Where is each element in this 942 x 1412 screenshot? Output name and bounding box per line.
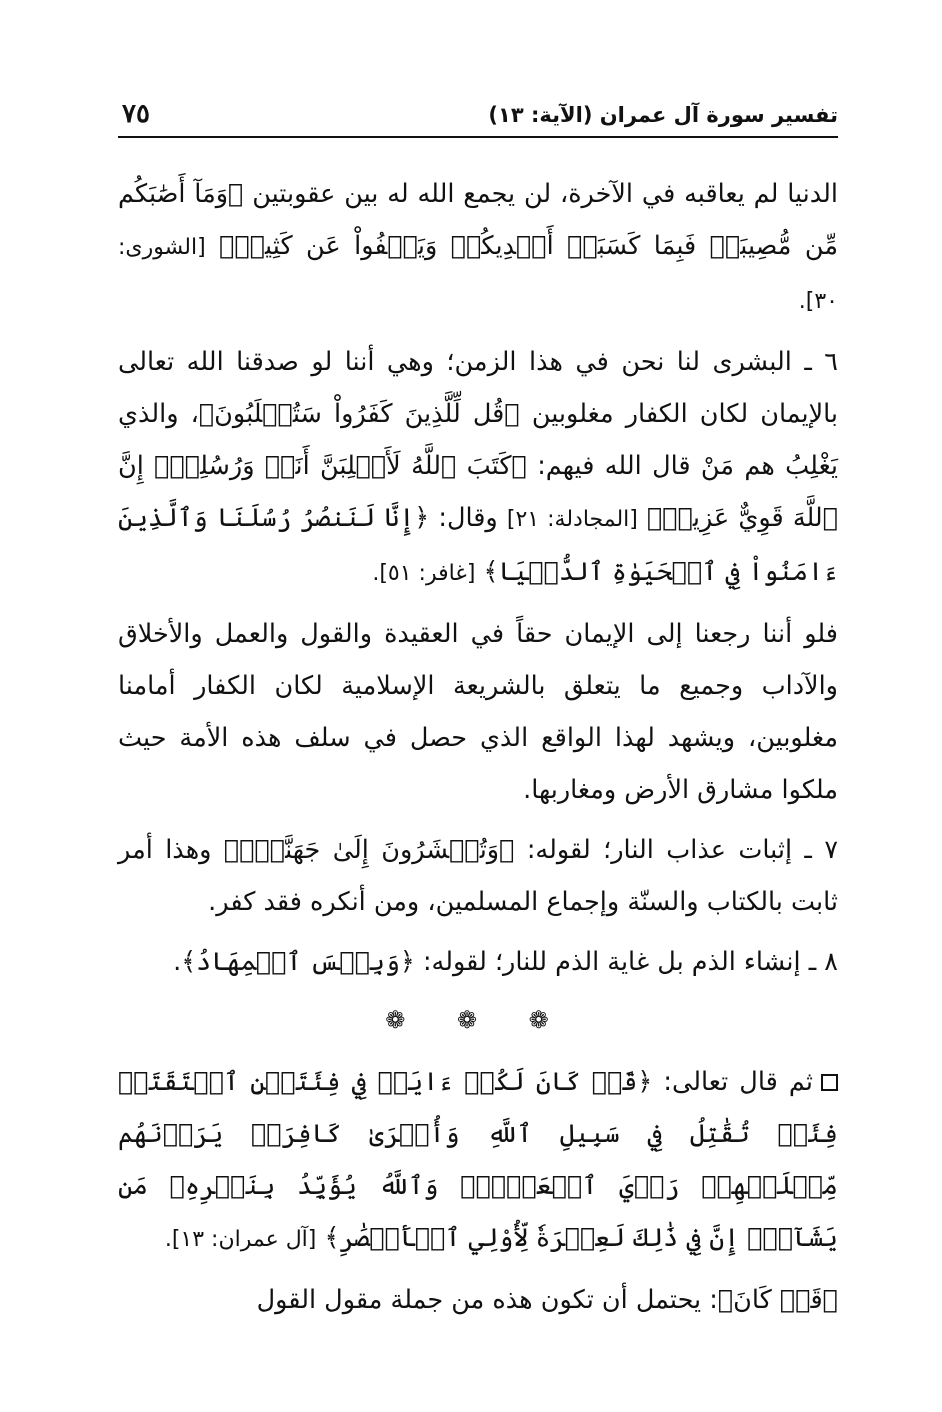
verse-reference: [الشورى: ٣٠].: [118, 235, 838, 314]
quran-verse: ﴿وَتُحۡشَرُونَ إِلَىٰ جَهَنَّمَۖ﴾: [223, 835, 515, 865]
paragraph-4: [118, 824, 838, 928]
verse-reference: [المجادلة: ٢١]: [506, 507, 638, 532]
page-number: ٧٥: [122, 99, 150, 129]
quran-verse: ﴿قَدۡ كَانَ﴾: [717, 1285, 838, 1315]
paragraph-text: فلو أننا رجعنا إلى الإيمان حقاً في العقيدة والقول والعمل والأخلاق والآداب وجميع ما يتعلق بالشريعة الإسلامية لكان الكفار أمامنا مغلوبين، ويشهد لهذا الواقع الذي حصل في سلف هذه الأمة حيث ملكوا مشارق الأرض ومغاربها.: [118, 619, 838, 805]
verse-reference: [غافر: ٥١].: [372, 561, 476, 586]
paragraph-text: ٨ ـ إنشاء الذم بل غاية الذم للنار؛ لقوله:: [422, 947, 838, 977]
paragraph-text: .: [173, 947, 182, 977]
paragraph-2: [118, 336, 838, 600]
paragraph-3: [118, 608, 838, 816]
paragraph-text: : يحتمل أن تكون هذه من جملة مقول القول: [256, 1285, 718, 1315]
body-text: [118, 168, 838, 1326]
paragraph-1: [118, 168, 838, 328]
section-separator: ❁ ❁ ❁: [385, 1006, 571, 1034]
paragraph-text: ، والذي يَغْلِبُ هم مَنْ قال الله فيهم:: [118, 399, 839, 481]
quran-verse: ﴿وَبِئۡسَ ٱلۡمِهَادُ﴾: [181, 947, 415, 977]
paragraph-text: ٧ ـ إثبات عذاب النار؛ لقوله:: [526, 835, 839, 865]
quran-verse: ﴿قُل لِّلَّذِينَ كَفَرُواْ سَتُغۡلَبُونَ﴾: [198, 399, 520, 429]
running-header: [118, 96, 838, 138]
running-title: تفسير سورة آل عمران (الآية: ١٣): [488, 103, 838, 127]
paragraph-text: ثم قال تعالى:: [663, 1067, 813, 1097]
paragraph-text: وهذا أمر ثابت بالكتاب والسنّة وإجماع المسلمين، ومن أنكره فقد كفر.: [118, 835, 838, 917]
paragraph-5: [118, 936, 838, 988]
paragraph-7: [118, 1274, 838, 1326]
book-page: [118, 96, 838, 1386]
paragraph-6: [118, 1056, 838, 1266]
paragraph-text: الدنيا لم يعاقبه في الآخرة، لن يجمع الله له بين عقوبتين: [252, 179, 839, 209]
paragraph-text: وقال:: [438, 503, 498, 533]
quran-verse: ﴿وَمَآ أَصَٰبَكُم مِّن مُّصِيبَةٖ فَبِمَا كَسَبَتۡ أَيۡدِيكُمۡ وَيَعۡفُواْ عَن كَثِيرٖ﴾: [118, 179, 838, 261]
verse-reference: [آل عمران: ١٣].: [164, 1227, 317, 1252]
quran-verse: ﴿كَتَبَ ٱللَّهُ لَأَغۡلِبَنَّ أَنَا۠ وَرُسُلِيٓۚ إِنَّ ٱللَّهَ قَوِيٌّ عَزِيزٞ﴾: [118, 451, 839, 533]
quran-verse: ﴿قَدۡ كَانَ لَكُمۡ ءَايَةٞ فِي فِئَتَيۡنِ ٱلۡتَقَتَاۖ فِئَةٞ تُقَٰتِلُ فِي سَبِيلِ ٱللَّهِ وَأُخۡرَىٰ كَافِرَةٞ يَرَوۡنَهُم مِّثۡلَيۡهِمۡ رَأۡيَ ٱلۡعَيۡنِۚ وَٱللَّهُ يُؤَيِّدُ بِنَصۡرِهِۦ مَن يَشَآءُۚ إِنَّ فِي ذَٰلِكَ لَعِبۡرَةٗ لِّأُوْلِي ٱلۡأَبۡصَٰرِ﴾: [118, 1067, 838, 1253]
paragraph-text: ٦ ـ البشرى لنا نحن في هذا الزمن؛ وهي أننا لو صدقنا الله تعالى بالإيمان لكان الكفار مغلوبين: [118, 347, 839, 429]
square-bullet-icon: [821, 1074, 838, 1091]
quran-verse: ﴿إِنَّا لَنَنصُرُ رُسُلَنَا وَٱلَّذِينَ ءَامَنُواْ فِي ٱلۡحَيَوٰةِ ٱلدُّنۡيَا﴾: [118, 503, 838, 587]
